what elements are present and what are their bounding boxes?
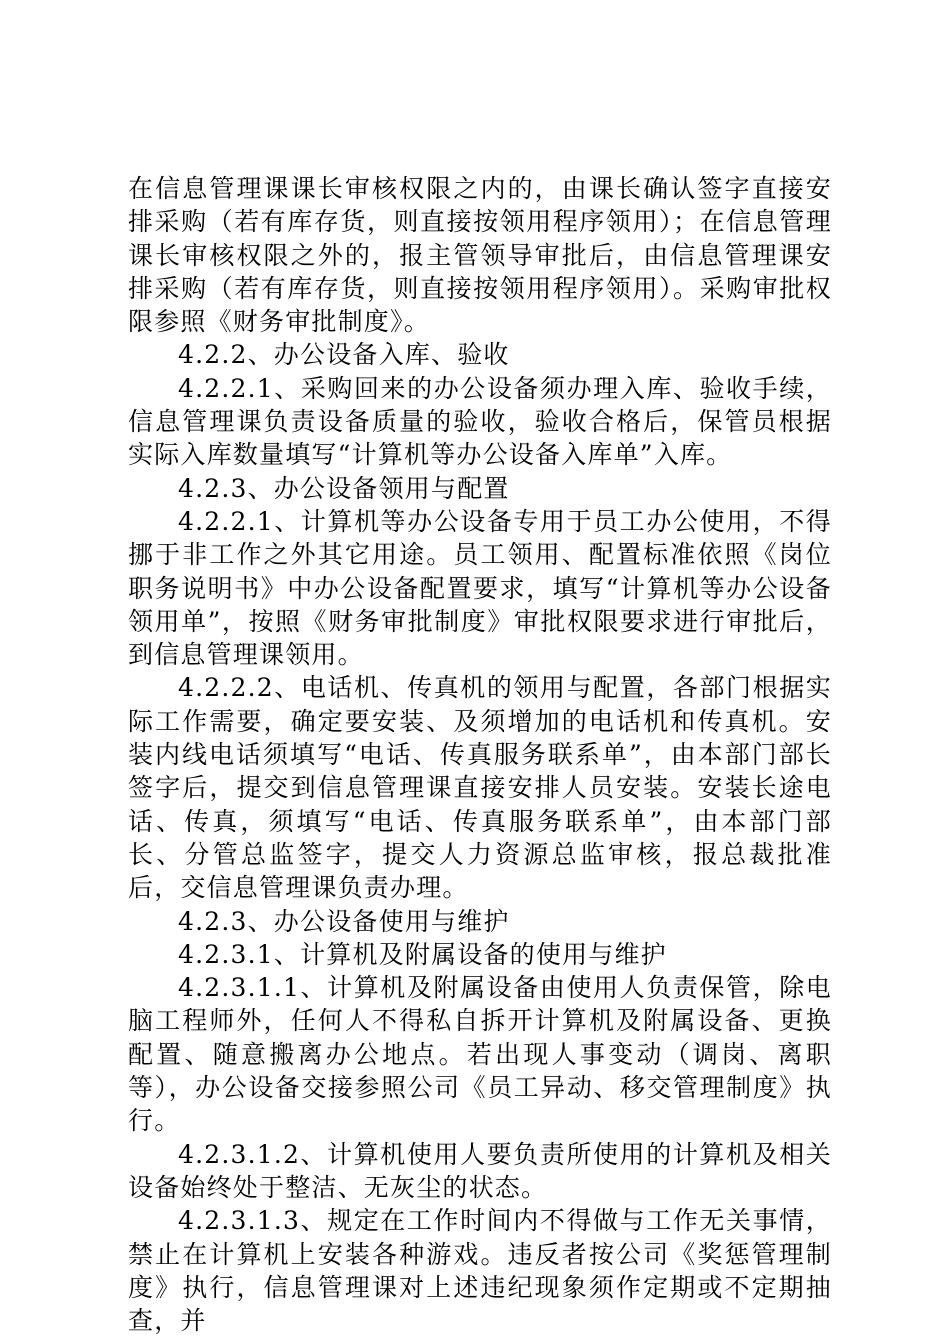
section-heading-4-2-3-1: 4.2.3.1、计算机及附属设备的使用与维护 — [178, 939, 667, 969]
paragraph-4-2-3-1-2: 4.2.3.1.2、计算机使用人要负责所使用的计算机及相关设备始终处于整洁、无灰尘的状态。 — [128, 1139, 832, 1202]
paragraph-4-2-3-1-3: 4.2.3.1.3、规定在工作时间内不得做与工作无关事情，禁止在计算机上安装各种游戏。违反者按公司《奖惩管理制度》执行，信息管理课对上述违纪现象须作定期或不定期抽查，并 — [128, 1206, 832, 1336]
section-heading-4-2-3-requisition: 4.2.3、办公设备领用与配置 — [178, 473, 510, 503]
paragraph-4-2-2-1: 4.2.2.1、采购回来的办公设备须办理入库、验收手续，信息管理课负责设备质量的验收，验收合格后，保管员根据实际入库数量填写“计算机等办公设备入库单”入库。 — [128, 373, 832, 470]
section-heading-4-2-2: 4.2.2、办公设备入库、验收 — [178, 340, 510, 370]
section-heading-4-2-3-usage: 4.2.3、办公设备使用与维护 — [178, 906, 510, 936]
paragraph-4-2-2-1-requisition: 4.2.2.1、计算机等办公设备专用于员工办公使用，不得挪于非工作之外其它用途。员工领用、配置标准依照《岗位职务说明书》中办公设备配置要求，填写“计算机等办公设备领用单”，按照《财务审批制度》审批权限要求进行审批后，到信息管理课领用。 — [128, 506, 832, 670]
paragraph-4-2-3-1-1: 4.2.3.1.1、计算机及附属设备由使用人负责保管，除电脑工程师外，任何人不得私自拆开计算机及附属设备、更换配置、随意搬离办公地点。若出现人事变动（调岗、离职等），办公设备交接参照公司《员工异动、移交管理制度》执行。 — [128, 973, 832, 1136]
document-body — [128, 172, 832, 1337]
paragraph-procurement-approval: 在信息管理课课长审核权限之内的，由课长确认签字直接安排采购（若有库存货，则直接按领用程序领用）；在信息管理课长审核权限之外的，报主管领导审批后，由信息管理课安排采购（若有库存货，则直接按领用程序领用）。采购审批权限参照《财务审批制度》。 — [128, 174, 832, 337]
paragraph-4-2-2-2: 4.2.2.2、电话机、传真机的领用与配置，各部门根据实际工作需要，确定要安装、及须增加的电话机和传真机。安装内线电话须填写“电话、传真服务联系单”，由本部门部长签字后，提交到信息管理课直接安排人员安装。安装长途电话、传真，须填写“电话、传真服务联系单”，由本部门部长、分管总监签字，提交人力资源总监审核，报总裁批准后，交信息管理课负责办理。 — [128, 673, 832, 903]
